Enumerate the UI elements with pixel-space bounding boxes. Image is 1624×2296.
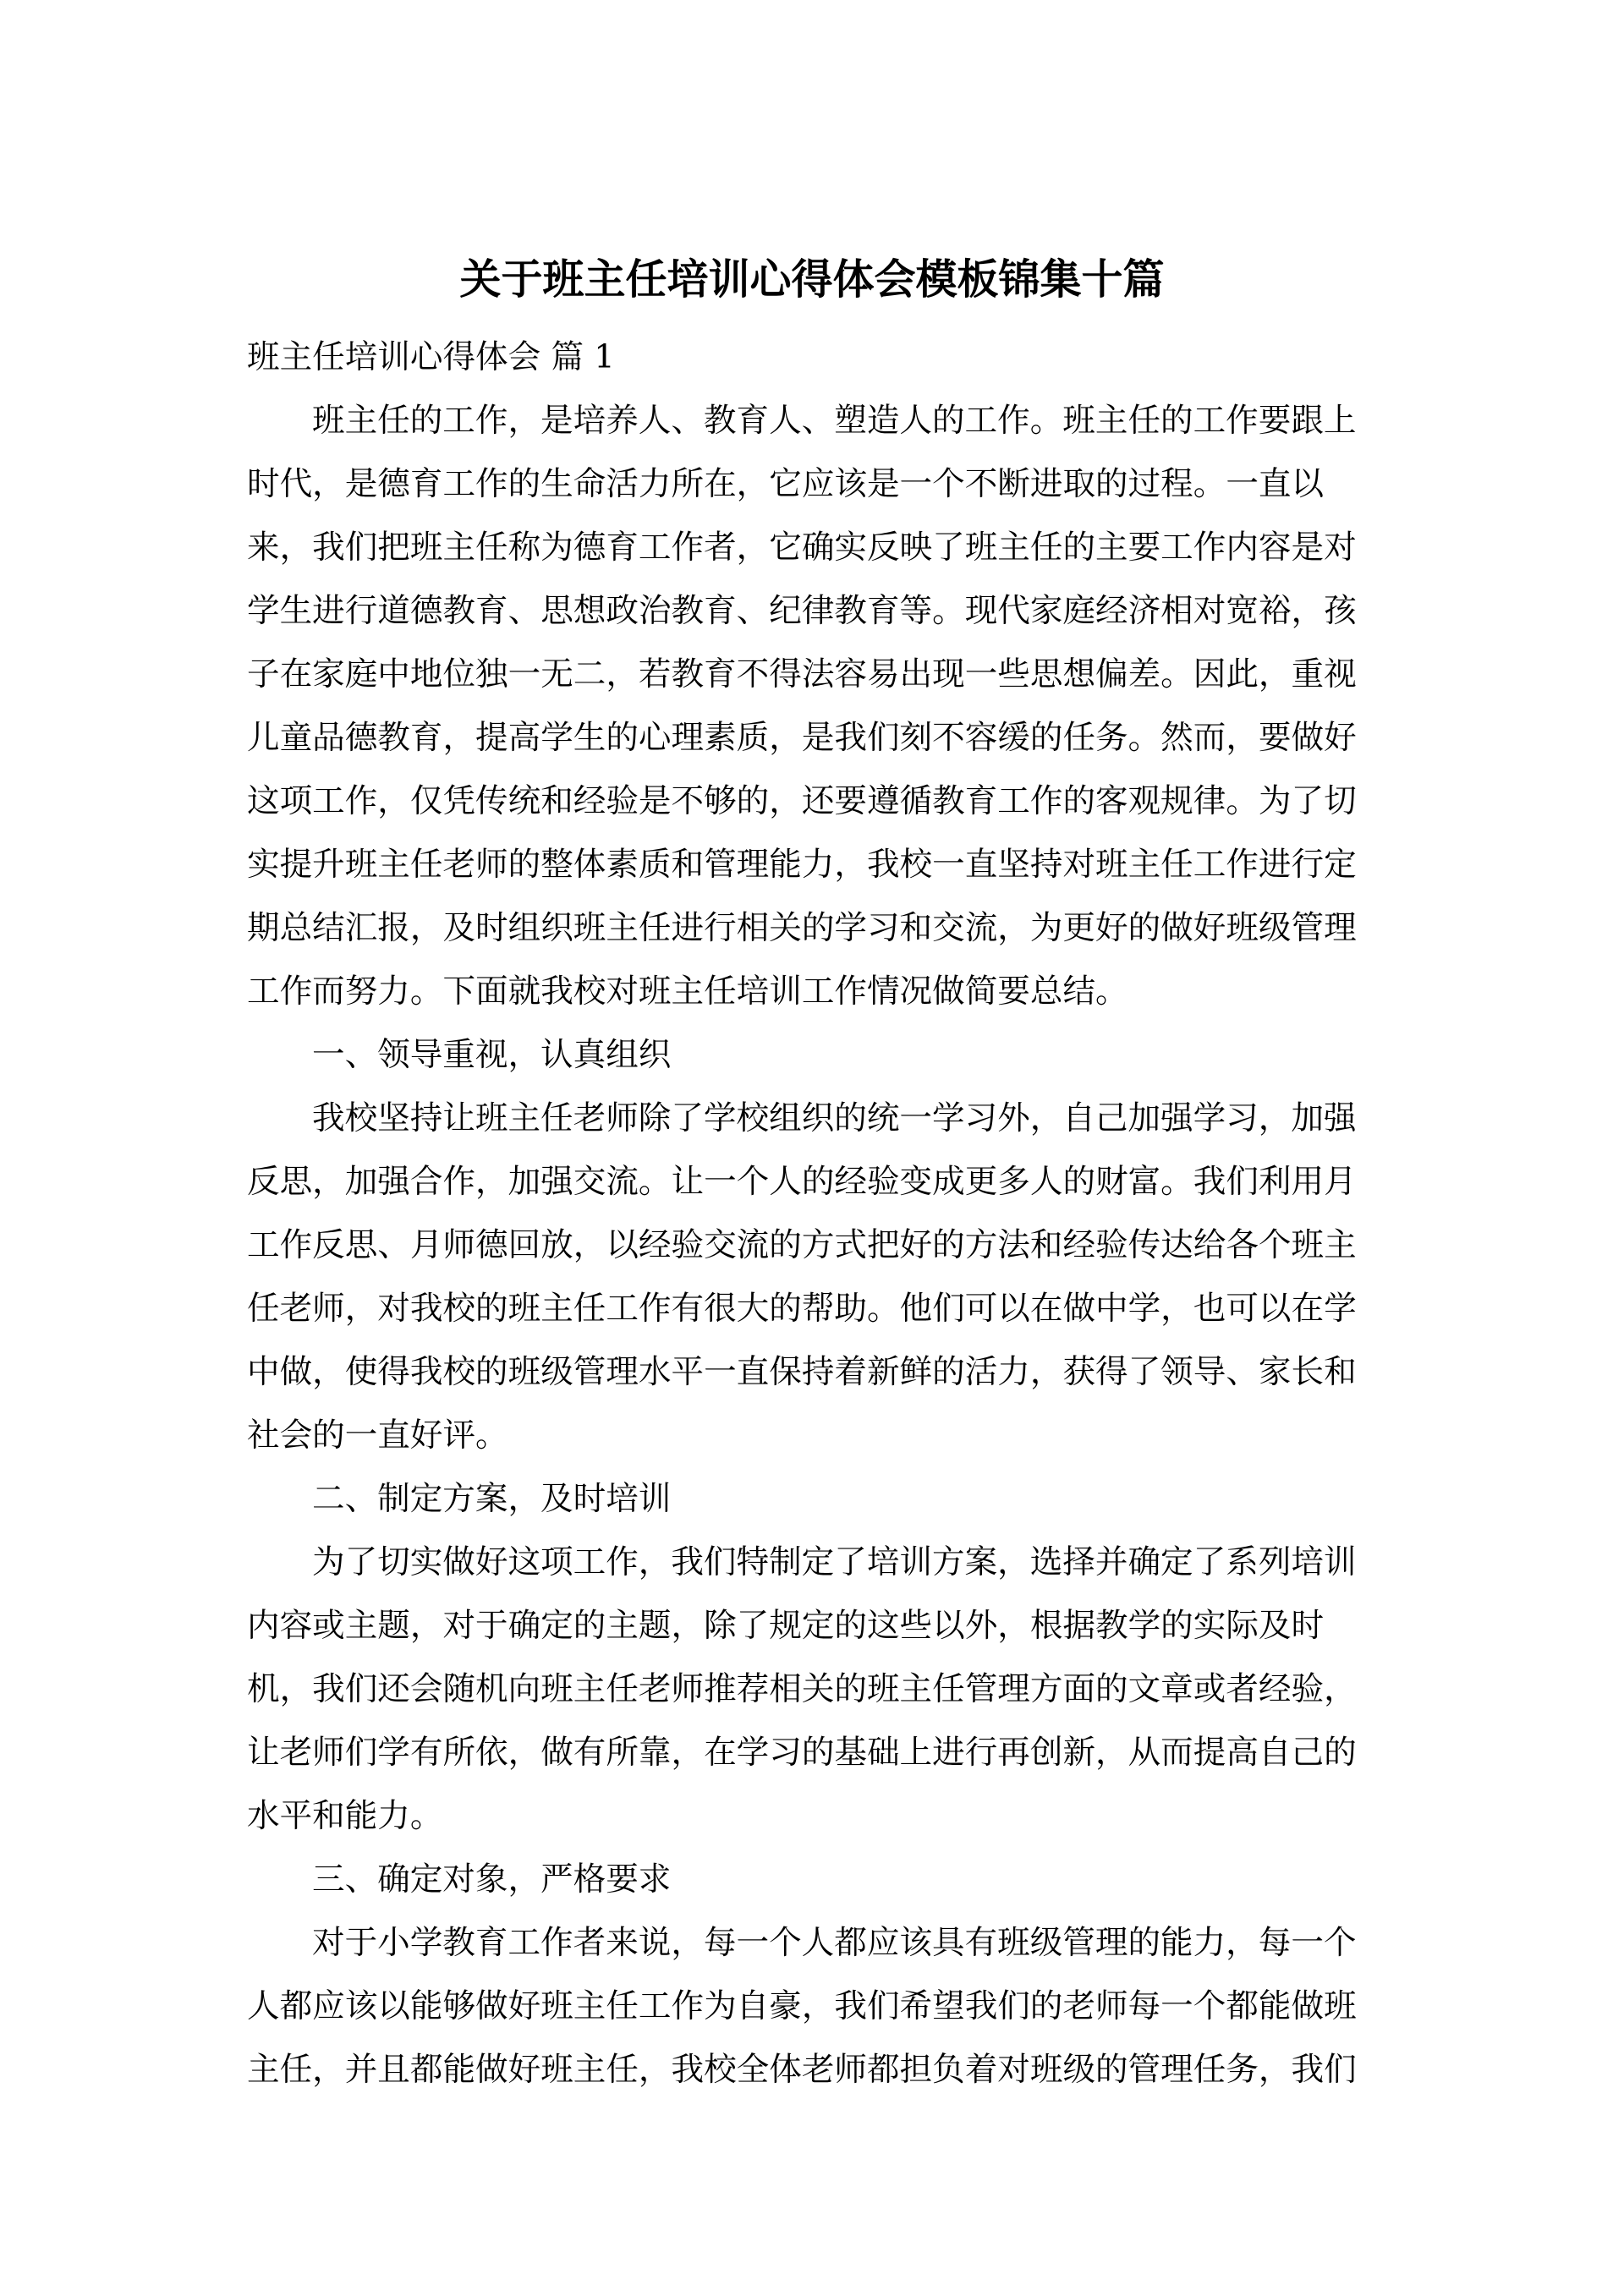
subheading-text: 一、领导重视，认真组织 — [312, 1036, 672, 1074]
paragraph-line: 工作反思、月师德回放，以经验交流的方式把好的方法和经验传达给各个班主 — [247, 1226, 1357, 1264]
paragraph-line: 任老师，对我校的班主任工作有很大的帮助。他们可以在做中学，也可以在学 — [247, 1290, 1357, 1328]
paragraph-line: 中做，使得我校的班级管理水平一直保持着新鲜的活力，获得了领导、家长和 — [247, 1353, 1357, 1391]
paragraph-line: 时代，是德育工作的生命活力所在，它应该是一个不断进取的过程。一直以 — [247, 465, 1325, 503]
paragraph-line: 对于小学教育工作者来说，每一个人都应该具有班级管理的能力，每一个 — [312, 1924, 1357, 1962]
paragraph-line: 社会的一直好评。 — [247, 1417, 508, 1455]
paragraph-line: 实提升班主任老师的整体素质和管理能力，我校一直坚持对班主任工作进行定 — [247, 846, 1357, 884]
paragraph-line: 学生进行道德教育、思想政治教育、纪律教育等。现代家庭经济相对宽裕，孩 — [247, 592, 1357, 630]
paragraph-line: 儿童品德教育，提高学生的心理素质，是我们刻不容缓的任务。然而，要做好 — [247, 719, 1357, 757]
paragraph-line: 期总结汇报，及时组织班主任进行相关的学习和交流，为更好的做好班级管理 — [247, 909, 1357, 947]
paragraph-line: 班主任的工作，是培养人、教育人、塑造人的工作。班主任的工作要跟上 — [312, 402, 1357, 440]
paragraph-line: 这项工作，仅凭传统和经验是不够的，还要遵循教育工作的客观规律。为了切 — [247, 782, 1357, 820]
paragraph-line: 主任，并且都能做好班主任，我校全体老师都担负着对班级的管理任务，我们 — [247, 2051, 1357, 2089]
paragraph-line: 让老师们学有所依，做有所靠，在学习的基础上进行再创新，从而提高自己的 — [247, 1734, 1357, 1772]
paragraph-intro — [247, 389, 1360, 1023]
subheading-text: 三、确定对象，严格要求 — [312, 1860, 672, 1899]
paragraph-line: 我校坚持让班主任老师除了学校组织的统一学习外，自己加强学习，加强 — [312, 1099, 1357, 1137]
section-subheading-3 — [247, 1848, 1360, 1911]
paragraph-line: 来，我们把班主任称为德育工作者，它确实反映了班主任的主要工作内容是对 — [247, 529, 1357, 567]
section-heading: 班主任培训心得体会 篇 1 — [247, 338, 615, 376]
paragraph-line: 内容或主题，对于确定的主题，除了规定的这些以外，根据教学的实际及时 — [247, 1607, 1325, 1645]
subheading-text: 二、制定方案，及时培训 — [312, 1480, 672, 1518]
document-title: 关于班主任培训心得体会模板锦集十篇 — [459, 255, 1165, 304]
paragraph-line: 子在家庭中地位独一无二，若教育不得法容易出现一些思想偏差。因此，重视 — [247, 655, 1357, 693]
paragraph-line: 反思，加强合作，加强交流。让一个人的经验变成更多人的财富。我们利用月 — [247, 1163, 1357, 1201]
document-body — [247, 326, 1360, 2101]
paragraph-leadership — [247, 1087, 1360, 1467]
paragraph-line: 水平和能力。 — [247, 1797, 443, 1835]
paragraph-line: 工作而努力。下面就我校对班主任培训工作情况做简要总结。 — [247, 973, 1128, 1011]
section-subheading-1 — [247, 1023, 1360, 1087]
paragraph-line: 为了切实做好这项工作，我们特制定了培训方案，选择并确定了系列培训 — [312, 1543, 1357, 1581]
paragraph-line: 机，我们还会随机向班主任老师推荐相关的班主任管理方面的文章或者经验， — [247, 1670, 1357, 1708]
section-subheading-2 — [247, 1467, 1360, 1531]
paragraph-training-plan — [247, 1531, 1360, 1848]
paragraph-requirements — [247, 1911, 1360, 2101]
paragraph-line: 人都应该以能够做好班主任工作为自豪，我们希望我们的老师每一个都能做班 — [247, 1987, 1357, 2025]
